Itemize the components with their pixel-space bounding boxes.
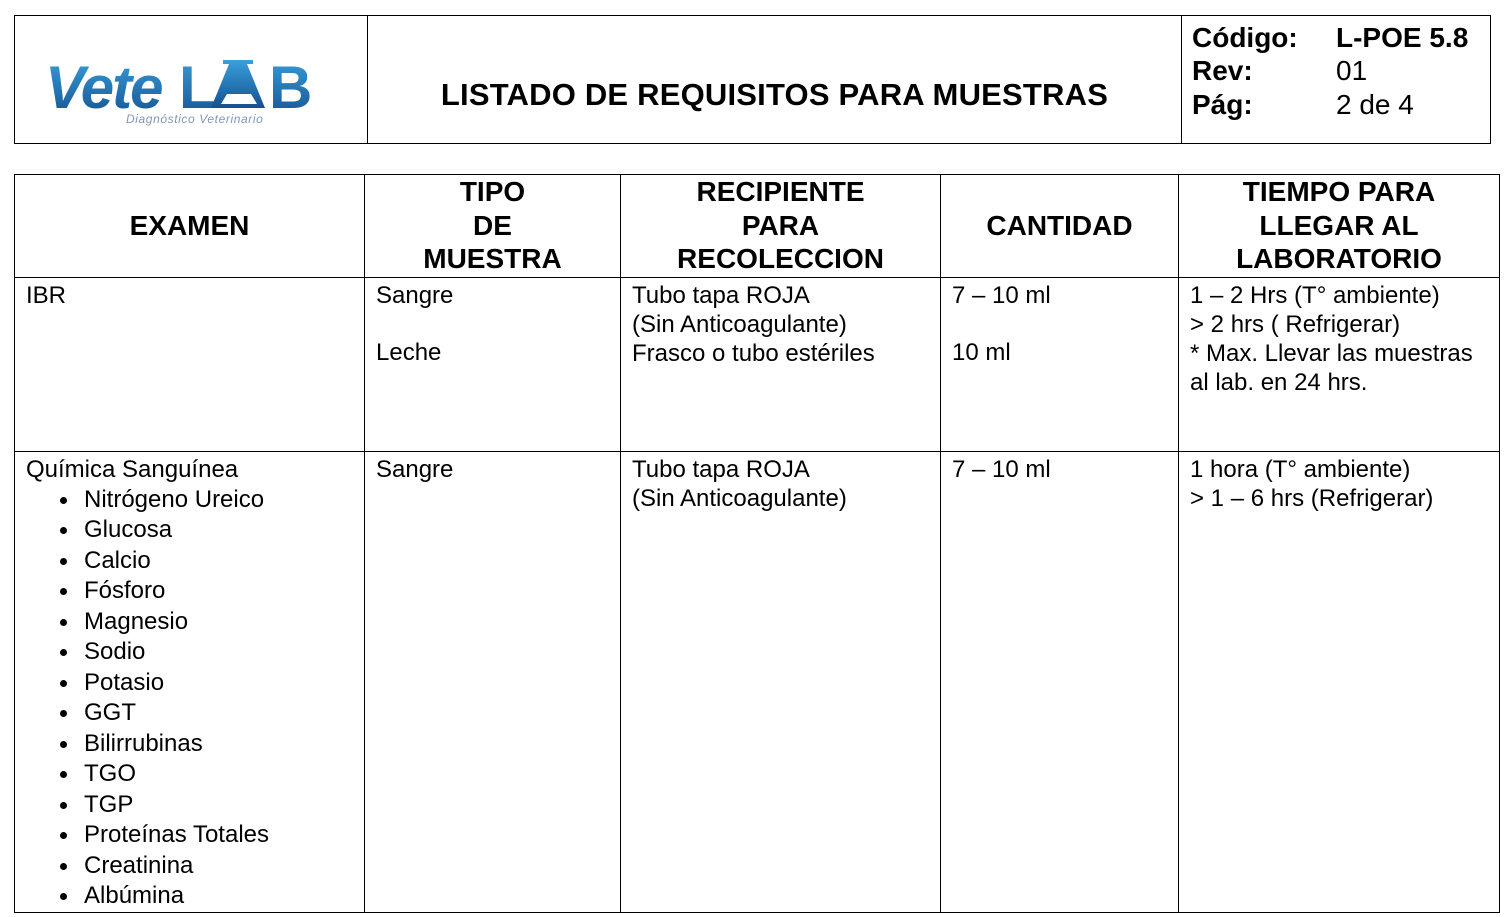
list-item: Proteínas Totales: [26, 820, 353, 851]
col-header-examen: [15, 175, 365, 278]
quantity: 10 ml: [952, 338, 1011, 366]
col-header-cantidad: [941, 175, 1179, 278]
cell-examen: [15, 451, 365, 912]
list-item: Potasio: [26, 668, 353, 699]
list-item: Sodio: [26, 637, 353, 668]
list-item: TGO: [26, 759, 353, 790]
header-line: EXAMEN: [129, 209, 250, 241]
requirements-table: [14, 174, 1500, 913]
exam-name: Química Sanguínea: [26, 455, 239, 483]
time-note: * Max. Llevar las muestras: [1190, 339, 1473, 367]
list-item: Bilirrubinas: [26, 729, 353, 760]
meta-value: L-POE 5.8: [1336, 21, 1469, 53]
cell-muestra: [365, 277, 621, 451]
document-header: [14, 15, 1491, 144]
svg-text:L: L: [179, 54, 215, 121]
document-meta: [1182, 16, 1490, 143]
header-line: TIEMPO PARA: [1242, 176, 1436, 207]
exam-name: IBR: [26, 281, 67, 309]
document-title: LISTADO DE REQUISITOS PARA MUESTRAS: [440, 77, 1109, 112]
time: 1 – 2 Hrs (T° ambiente): [1190, 281, 1440, 309]
cell-recipiente: [621, 277, 941, 451]
header-line: CANTIDAD: [986, 209, 1133, 241]
sample-type: Leche: [376, 338, 442, 366]
title-cell: [368, 16, 1182, 143]
meta-codigo: [1192, 21, 1490, 55]
header-line: LABORATORIO: [1236, 243, 1442, 274]
container-note: (Sin Anticoagulante): [632, 310, 847, 338]
meta-pag: [1192, 88, 1490, 122]
time: > 2 hrs ( Refrigerar): [1190, 310, 1401, 338]
table-row: [15, 277, 1500, 451]
col-header-tiempo: [1179, 175, 1500, 278]
cell-cantidad: [941, 277, 1179, 451]
list-item: GGT: [26, 698, 353, 729]
sample-type: Sangre: [376, 281, 454, 309]
header-line: RECIPIENTE: [696, 176, 865, 207]
header-line: LLEGAR AL: [1259, 209, 1419, 241]
table-row: [15, 451, 1500, 912]
logo-cell: [15, 16, 368, 143]
cell-recipiente: [621, 451, 941, 912]
time: 1 hora (T° ambiente): [1190, 455, 1411, 483]
cell-tiempo: [1179, 277, 1500, 451]
container: Tubo tapa ROJA: [632, 281, 810, 309]
col-header-recipiente: [621, 175, 941, 278]
list-item: Calcio: [26, 546, 353, 577]
list-item: Albúmina: [26, 881, 353, 912]
header-line: RECOLECCION: [677, 243, 884, 274]
svg-text:Vete: Vete: [45, 54, 162, 121]
list-item: Nitrógeno Ureico: [26, 485, 353, 516]
list-item: Glucosa: [26, 515, 353, 546]
time-note: al lab. en 24 hrs.: [1190, 368, 1368, 396]
meta-value: 01: [1336, 55, 1368, 87]
spacer: [376, 310, 609, 338]
meta-rev: [1192, 55, 1490, 89]
list-item: Magnesio: [26, 607, 353, 638]
container: Tubo tapa ROJA: [632, 455, 810, 483]
col-header-tipo-muestra: [365, 175, 621, 278]
header-line: TIPO: [459, 176, 526, 207]
svg-text:B: B: [269, 54, 313, 121]
header-line: MUESTRA: [423, 243, 562, 274]
header-line: PARA: [741, 209, 820, 241]
meta-value: 2 de 4: [1336, 88, 1414, 120]
list-item: Fósforo: [26, 576, 353, 607]
exam-items-list: [26, 485, 353, 912]
meta-label: Pág:: [1192, 88, 1253, 120]
quantity: 7 – 10 ml: [952, 281, 1051, 309]
spacer: [952, 310, 1167, 338]
meta-label: Rev:: [1192, 55, 1253, 87]
list-item: Creatinina: [26, 851, 353, 882]
cell-tiempo: [1179, 451, 1500, 912]
cell-muestra: [365, 451, 621, 912]
header-line: DE: [473, 209, 512, 241]
sample-type: Sangre: [376, 455, 454, 483]
cell-cantidad: [941, 451, 1179, 912]
container-note: (Sin Anticoagulante): [632, 484, 847, 512]
time: > 1 – 6 hrs (Refrigerar): [1190, 484, 1434, 512]
list-item: TGP: [26, 790, 353, 821]
container: Frasco o tubo estériles: [632, 339, 875, 367]
cell-examen: [15, 277, 365, 451]
logo-tagline: Diagnóstico Veterinario: [126, 112, 264, 126]
quantity: 7 – 10 ml: [952, 455, 1051, 483]
meta-label: Código:: [1192, 21, 1298, 53]
table-header-row: [15, 175, 1500, 278]
